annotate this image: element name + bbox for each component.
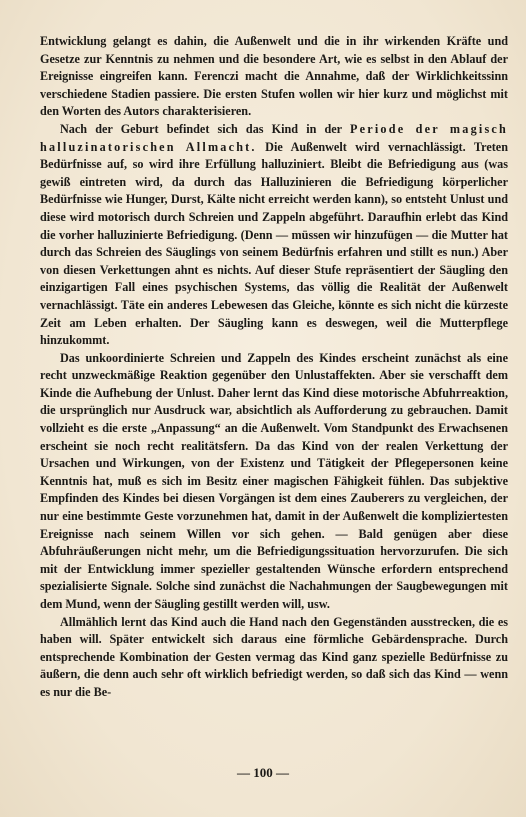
paragraph bbox=[40, 33, 508, 121]
paragraph bbox=[40, 121, 508, 350]
paragraph bbox=[40, 350, 508, 614]
text-segment: Allmählich lernt das Kind auch die Hand nach den Gegenständen ausstrecken, die es haben will. Später entwickelt sich daraus eine förmliche Gebärdensprache. Durch entsprechende Kombination der Gesten vermag das Kind ganz spezielle Bedürfnisse zu äußern, die denn auch sehr oft wirklich befriedigt werden, so daß sich das Kind — wenn es nur die Be- bbox=[40, 614, 508, 699]
emphasized-text: Periode der magisch halluzinatorischen Allmacht. bbox=[40, 121, 508, 154]
body-text bbox=[40, 33, 508, 702]
page-number: — 100 — bbox=[237, 765, 289, 780]
text-segment: Die Außenwelt wird vernachlässigt. Treten Bedürfnisse auf, so wird ihre Erfüllung halluziniert. Bleibt die Befriedigung aus (was gewiß eintreten wird, da durch das Halluzinieren die Befriedigung körperlicher Bedürfnisse wie Hunger, Durst, Kälte nicht erreicht werden kann), so entsteht Unlust und diese wird motorisch durch Schreien und Zappeln abgeführt. Daraufhin erlebt das Kind die vorher halluzinierte Befriedigung. (Denn — müssen wir hinzufügen — die Mutter hat durch das Schreien des Säuglings von seinem Bedürfnis erfahren und stillt es nun.) Aber von diesen Verkettungen ahnt es nichts. Auf dieser Stufe repräsentiert der Säugling den einzigartigen Fall eines psychischen Systems, das völlig die Realität der Außenwelt vernachlässigt. Täte ein anderes Lebewesen das Gleiche, könnte es sich nicht die kürzeste Zeit am Leben erhalten. Der Säugling kann es deswegen, weil die Mutterpflege hinzukommt. bbox=[40, 139, 508, 348]
text-segment: Entwicklung gelangt es dahin, die Außenwelt und die in ihr wirkenden Kräfte und Gesetze zur Kenntnis zu nehmen und die besondere Art, wie es selbst in den Ablauf der Ereignisse eingreifen kann. Ferenczi macht die Annahme, daß der Wirklichkeitssinn verschiedene Stadien passiere. Die ersten Stufen wollen wir hier kurz und möglichst mit den Worten des Autors charakterisieren. bbox=[40, 34, 508, 119]
text-segment: Das unkoordinierte Schreien und Zappeln des Kindes erscheint zunächst als eine recht unzweckmäßige Reaktion gegenüber den Unlustaffekten. Aber sie verschafft dem Kinde die Aufhebung der Unlust. Daher lernt das Kind diese motorische Abfuhrreaktion, die ursprünglich nur Ausdruck war, absichtlich als Aufforderung zu gebrauchen. Damit vollzieht es die erste „Anpassung“ an die Außenwelt. Vom Standpunkt des Erwachsenen erscheint sie noch recht realitätsfern. Da das Kind von der realen Verkettung der Ursachen und Wirkungen, von der Existenz und Tätigkeit der Pflegepersonen keine Kenntnis hat, muß es sich im Besitz einer magischen Fähigkeit fühlen. Das subjektive Empfinden des Kindes bei diesen Vorgängen ist dem eines Zauberers zu vergleichen, der nur eine bestimmte Geste vorzunehmen hat, damit in der Außenwelt die kompliziertesten Ereignisse nach seinem Willen vor sich gehen. — Bald genügen aber diese Abfuhräußerungen nicht mehr, um die Befriedigungssituation hervorzurufen. Die sich mit der Entwicklung immer spezieller gestaltenden Wünsche erfordern entsprechend spezialisierte Signale. Solche sind zunächst die Nachahmungen der Saugbewegungen mit dem Mund, wenn der Säugling gestillt werden will, usw. bbox=[40, 350, 508, 611]
paragraph bbox=[40, 614, 508, 702]
text-segment: Nach der Geburt befindet sich das Kind in der bbox=[60, 121, 350, 136]
